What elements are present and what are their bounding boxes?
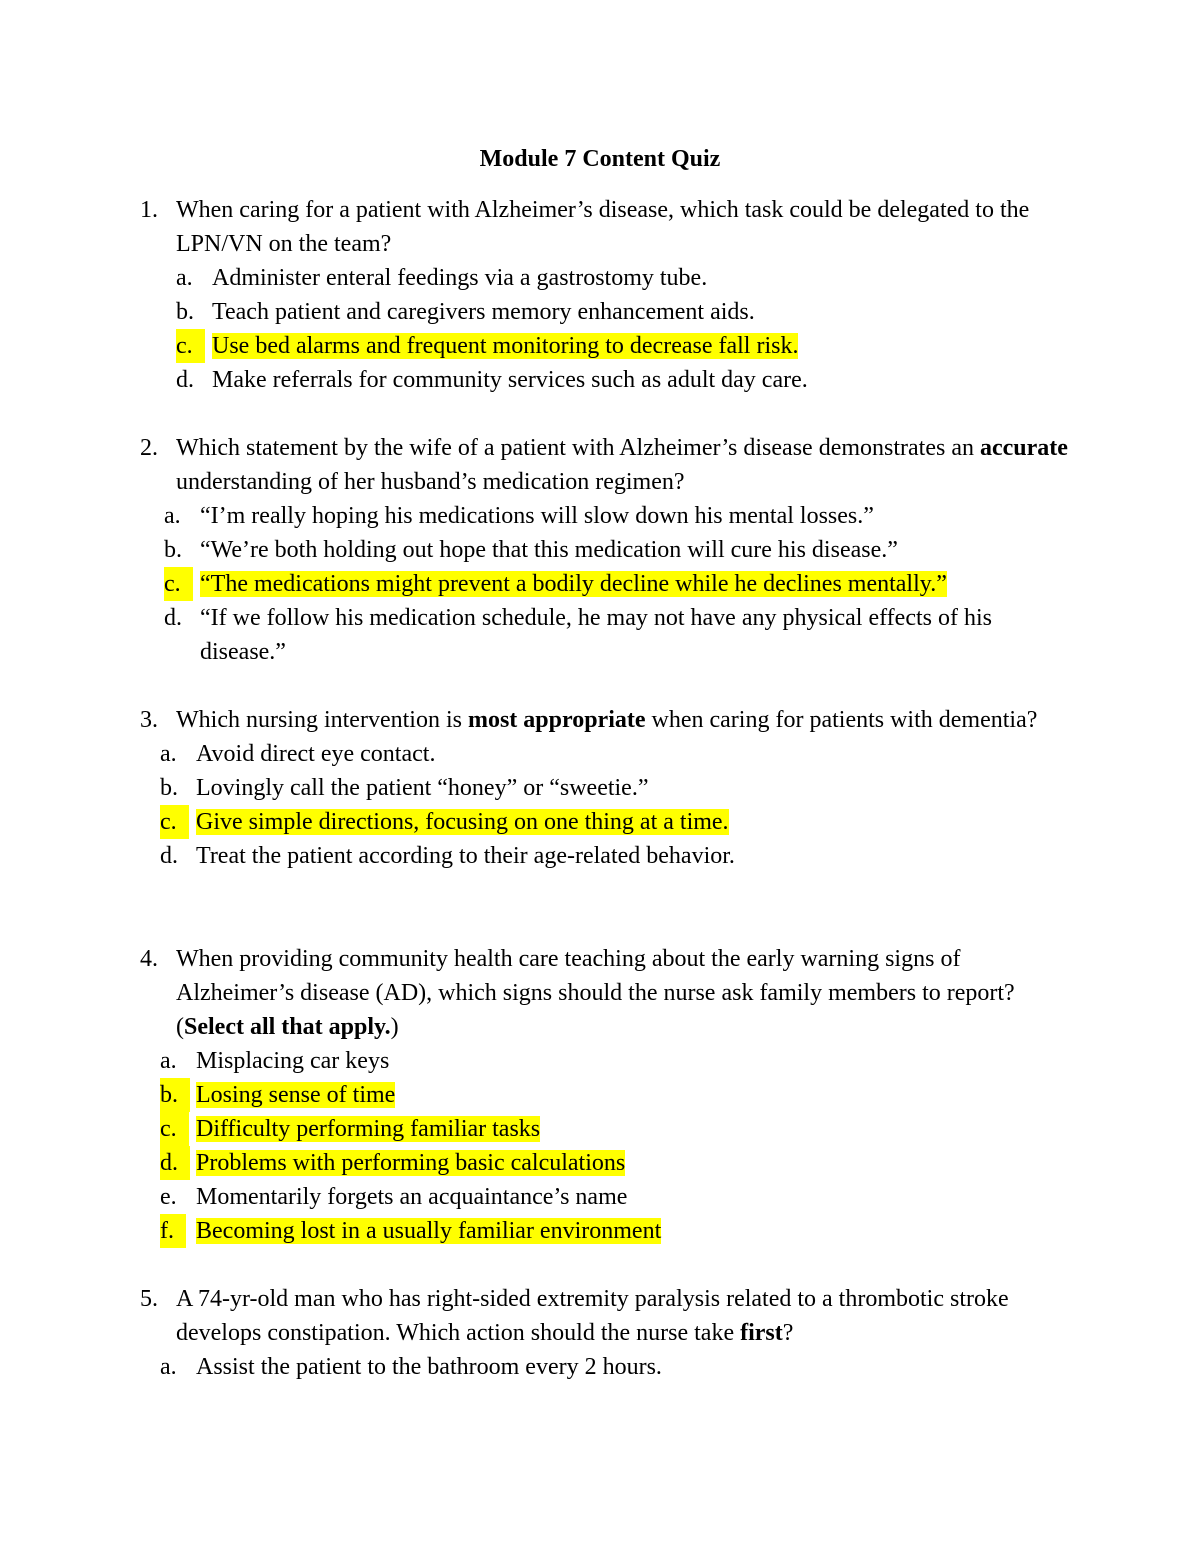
highlighted-answer-text: Becoming lost in a usually familiar environment [196, 1218, 662, 1244]
answer-option [160, 1044, 1080, 1078]
answer-option [160, 1078, 1080, 1112]
question-stem [140, 703, 1080, 737]
question-3 [140, 703, 1080, 873]
answer-option [164, 601, 1080, 669]
highlighted-answer-text: Give simple directions, focusing on one thing at a time. [196, 809, 729, 835]
option-text: Lovingly call the patient “honey” or “sweetie.” [196, 775, 649, 801]
question-number: 5. [140, 1286, 158, 1312]
option-letter: f. [160, 1214, 186, 1248]
answer-option [160, 771, 1080, 805]
option-text: Momentarily forgets an acquaintance’s name [196, 1184, 628, 1210]
emphasis-text: most appropriate [467, 707, 646, 733]
stem-text: ? [782, 1320, 794, 1346]
question-5 [140, 1282, 1080, 1384]
answer-option [160, 839, 1080, 873]
option-letter: d. [176, 367, 194, 393]
option-text: Teach patient and caregivers memory enhancement aids. [212, 299, 755, 325]
option-text: Make referrals for community services such as adult day care. [212, 367, 808, 393]
option-letter: e. [160, 1184, 177, 1210]
question-2 [140, 431, 1080, 669]
option-letter: b. [176, 299, 194, 325]
question-stem [140, 942, 1080, 1044]
question-number: 1. [140, 197, 158, 223]
option-text: Avoid direct eye contact. [196, 741, 436, 767]
option-letter: c. [160, 805, 189, 839]
option-text: “If we follow his medication schedule, he may not have any physical effects of his disease.” [200, 605, 992, 665]
option-letter: b. [160, 1078, 190, 1112]
question-stem [140, 193, 1080, 261]
answer-option [164, 567, 1080, 601]
option-letter: c. [164, 567, 193, 601]
answer-option [160, 1180, 1080, 1214]
highlighted-answer-text: Use bed alarms and frequent monitoring to decrease fall risk. [212, 333, 799, 359]
option-letter: a. [164, 503, 181, 529]
answer-option [164, 499, 1080, 533]
answer-option [164, 533, 1080, 567]
stem-text: A 74-yr-old man who has right-sided extremity paralysis related to a thrombotic stroke develops constipation. Which action should the nurse take [176, 1286, 1009, 1346]
option-letter: a. [160, 741, 177, 767]
option-letter: c. [176, 329, 205, 363]
highlighted-answer-text: “The medications might prevent a bodily decline while he declines mentally.” [200, 571, 947, 597]
question-number: 2. [140, 435, 158, 461]
option-text: Assist the patient to the bathroom every 2 hours. [196, 1354, 662, 1380]
option-letter: a. [176, 265, 193, 291]
option-letter: d. [160, 1146, 190, 1180]
page-title: Module 7 Content Quiz [479, 146, 721, 172]
option-letter: b. [164, 537, 182, 563]
answer-option [160, 1214, 1080, 1248]
option-text: Misplacing car keys [196, 1048, 390, 1074]
option-text: “We’re both holding out hope that this medication will cure his disease.” [200, 537, 898, 563]
question-stem [140, 1282, 1080, 1350]
answer-option [160, 737, 1080, 771]
question-1 [140, 193, 1080, 397]
answer-option [176, 295, 1080, 329]
stem-text: Which nursing intervention is [176, 707, 468, 733]
highlighted-answer-text: Problems with performing basic calculations [196, 1150, 626, 1176]
question-stem [140, 431, 1080, 499]
option-text: Treat the patient according to their age-related behavior. [196, 843, 735, 869]
emphasis-text: Select all that apply. [184, 1014, 391, 1040]
highlighted-answer-text: Losing sense of time [196, 1082, 396, 1108]
option-letter: d. [160, 843, 178, 869]
answer-option [160, 1350, 1080, 1384]
option-text: Administer enteral feedings via a gastrostomy tube. [212, 265, 708, 291]
option-letter: d. [164, 605, 182, 631]
stem-text: ) [390, 1014, 399, 1040]
question-number: 3. [140, 707, 158, 733]
stem-text: When caring for a patient with Alzheimer’s disease, which task could be delegated to the LPN/VN on the team? [176, 197, 1030, 257]
emphasis-text: accurate [979, 435, 1068, 461]
option-letter: c. [160, 1112, 189, 1146]
option-text: “I’m really hoping his medications will slow down his mental losses.” [200, 503, 874, 529]
emphasis-text: first [740, 1320, 783, 1346]
stem-text: When providing community health care teaching about the early warning signs of Alzheimer’s disease (AD), which signs should the nurse ask family members to report? ( [176, 946, 1015, 1040]
answer-option [176, 363, 1080, 397]
answer-option [160, 1146, 1080, 1180]
stem-text: when caring for patients with dementia? [645, 707, 1038, 733]
option-letter: b. [160, 775, 178, 801]
option-letter: a. [160, 1048, 177, 1074]
highlighted-answer-text: Difficulty performing familiar tasks [196, 1116, 541, 1142]
question-number: 4. [140, 946, 158, 972]
answer-option [160, 1112, 1080, 1146]
answer-option [176, 329, 1080, 363]
question-4 [140, 942, 1080, 1248]
stem-text: understanding of her husband’s medication regimen? [176, 469, 685, 495]
stem-text: Which statement by the wife of a patient with Alzheimer’s disease demonstrates an [176, 435, 980, 461]
answer-option [160, 805, 1080, 839]
answer-option [176, 261, 1080, 295]
option-letter: a. [160, 1354, 177, 1380]
